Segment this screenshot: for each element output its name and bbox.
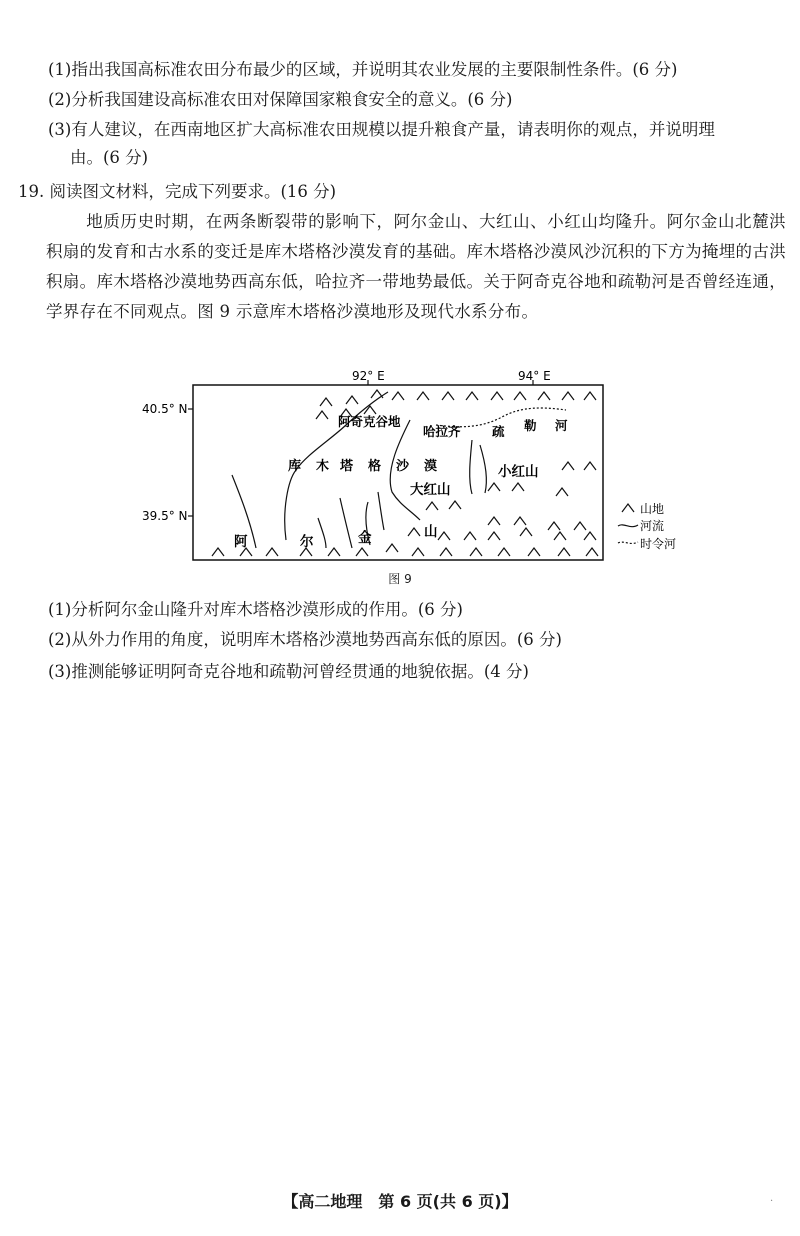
label-desert-sha: 沙 <box>396 459 410 474</box>
q18-sub2: (2)分析我国建设高标准农田对保障国家粮食安全的意义。(6 分) <box>48 90 513 109</box>
q19-header: 19. 阅读图文材料，完成下列要求。(16 分) <box>18 182 337 201</box>
label-desert-mo: 漠 <box>424 459 438 474</box>
label-xiaohong-shan: 小红山 <box>498 464 539 480</box>
label-desert-ge: 格 <box>368 459 382 474</box>
label-aqike-valley: 阿奇克谷地 <box>338 414 401 429</box>
label-arjin-jin: 金 <box>358 530 372 546</box>
label-dahong-shan: 大红山 <box>410 482 451 498</box>
q19-paragraph-text: 地质历史时期，在两条断裂带的影响下，阿尔金山、大红山、小红山均隆升。阿尔金山北麓洪积扇的发育和古水系的变迁是库木塔格沙漠发育的基础。库木塔格沙漠风沙沉积的下方为掩埋的古洪积扇。库木塔格沙漠地势西高东低，哈拉齐一带地势最低。关于阿奇克谷地和疏勒河是否曾经连通，学界存在不同观点。图 9 示意库木塔格沙漠地形及现代水系分布。 <box>46 212 786 321</box>
label-arjin-a: 阿 <box>234 534 248 550</box>
label-arjin-er: 尔 <box>300 534 314 550</box>
lat-label-39-5: 39.5° N <box>142 509 188 523</box>
label-desert-mu: 木 <box>316 459 330 474</box>
map-legend <box>618 501 676 551</box>
legend-mountain-label: 山地 <box>640 502 665 516</box>
label-arjin-shan: 山 <box>424 524 438 540</box>
lat-label-40-5: 40.5° N <box>142 402 188 416</box>
lon-label-92: 92° E <box>352 369 385 383</box>
q18-sub1: (1)指出我国高标准农田分布最少的区域，并说明其农业发展的主要限制性条件。(6 分) <box>48 60 678 79</box>
q18-sub3-line1: (3)有人建议，在西南地区扩大高标准农田规模以提升粮食产量，请表明你的观点，并说明理 <box>48 120 715 139</box>
label-desert-ta: 塔 <box>340 459 354 474</box>
q19-sub1: (1)分析阿尔金山隆升对库木塔格沙漠形成的作用。(6 分) <box>48 600 463 619</box>
label-river-shu: 疏 <box>492 424 505 439</box>
label-halaqi: 哈拉齐 <box>423 424 461 439</box>
label-river-le: 勒 <box>524 418 537 433</box>
figure-title: 图 9 <box>388 572 412 586</box>
page-footer: 【高二地理 第 6 页(共 6 页)】 <box>282 1192 518 1211</box>
lon-label-94: 94° E <box>518 369 551 383</box>
q19-sub3: (3)推测能够证明阿奇克谷地和疏勒河曾经贯通的地貌依据。(4 分) <box>48 662 529 681</box>
label-desert-ku: 库 <box>288 459 302 474</box>
legend-river-label: 河流 <box>640 519 665 533</box>
label-river-he: 河 <box>555 418 568 433</box>
corner-mark: · <box>770 1196 774 1207</box>
figure-9-map <box>0 0 800 575</box>
q19-sub2: (2)从外力作用的角度，说明库木塔格沙漠地势西高东低的原因。(6 分) <box>48 630 562 649</box>
legend-seasonal-label: 时令河 <box>640 537 677 551</box>
q18-sub3-line2: 由。(6 分) <box>70 148 149 167</box>
